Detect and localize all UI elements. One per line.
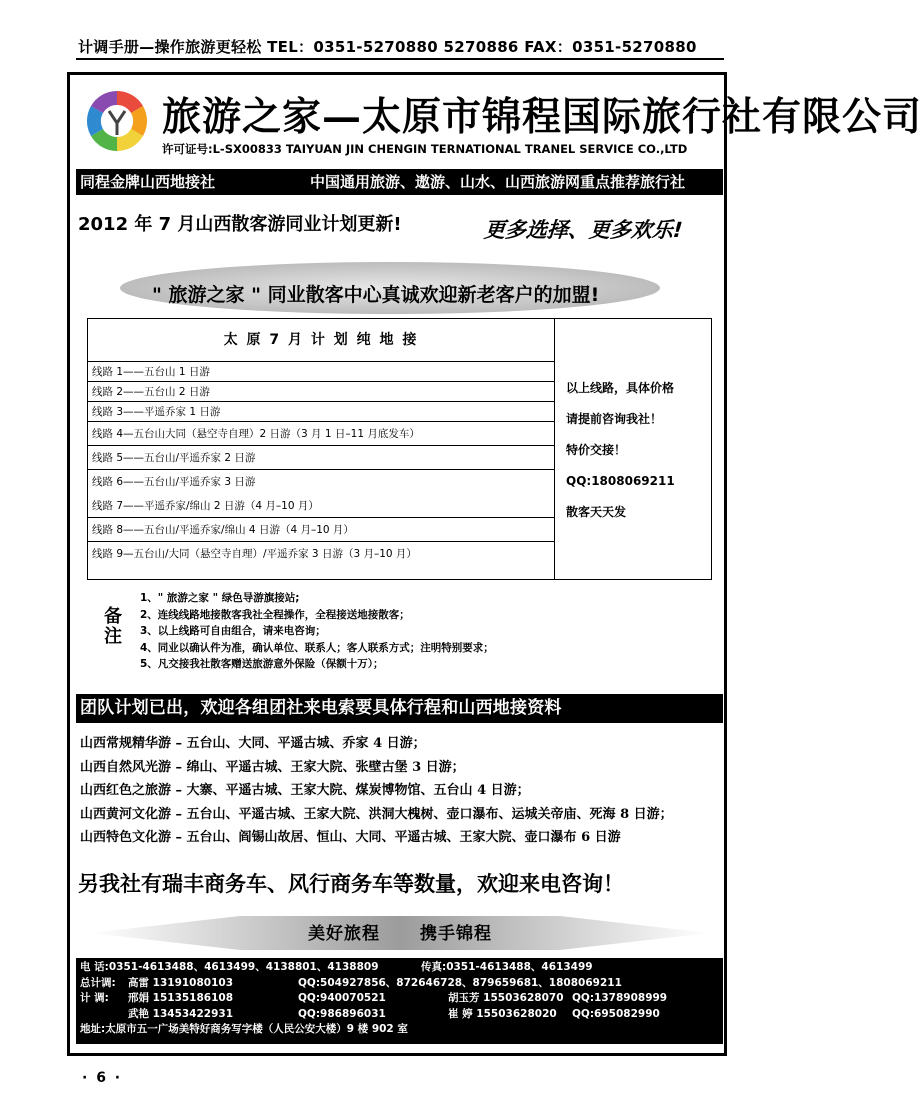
company-logo-icon xyxy=(82,86,152,156)
notes-label: 备注 xyxy=(104,606,122,647)
route-info-line: 特价交接！ xyxy=(566,443,627,457)
plan-slogan: 更多选择、更多欢乐! xyxy=(483,218,684,242)
contact-phone: 电 话:0351-4613488、4613499、4138801、4138809 xyxy=(80,961,379,973)
route-info-line: 请提前咨询我社！ xyxy=(566,412,663,426)
contact-op4: 崔 婷 15503628020 xyxy=(448,1007,557,1020)
header-line: 计调手册—操作旅游更轻松 TEL：0351-5270880 5270886 FAX：0351-5270880 xyxy=(78,38,697,56)
route-item: 线路 7——平遥乔家/绵山 2 日游（4 月–10 月） xyxy=(88,494,554,518)
contact-block xyxy=(76,958,723,1044)
route-list xyxy=(88,319,555,579)
route-info-line: QQ:1808069211 xyxy=(566,474,675,488)
bottom-banner-right: 携手锦程 xyxy=(420,924,492,944)
bottom-banner-left: 美好旅程 xyxy=(308,924,380,944)
plan-title: 2012 年 7 月山西散客游同业计划更新! xyxy=(78,214,402,235)
group-plan-banner: 团队计划已出，欢迎各组团社来电索要具体行程和山西地接资料 xyxy=(76,694,723,723)
car-rental-line: 另我社有瑞丰商务车、风行商务车等数量，欢迎来电咨询！ xyxy=(78,872,624,896)
note-item: 5、凡交接我社散客赠送旅游意外保险（保额十万）； xyxy=(140,658,384,670)
tour-item: 山西常规精华游 – 五台山、大同、平遥古城、乔家 4 日游； xyxy=(80,736,426,751)
route-table-title: 太 原 7 月 计 划 纯 地 接 xyxy=(88,319,554,362)
tour-item: 山西黄河文化游 – 五台山、平遥古城、王家大院、洪洞大槐树、壶口瀑布、运城关帝庙、死海 8 日游； xyxy=(80,806,673,822)
note-item: 2、连线线路地接散客我社全程操作，全程接送地接散客； xyxy=(140,608,410,621)
route-item: 线路 4—五台山大同（悬空寺自理）2 日游（3 月 1 日–11 月底发车） xyxy=(88,422,554,446)
tour-list xyxy=(80,732,673,850)
page-number: · 6 · xyxy=(82,1070,123,1086)
contact-op2: 胡玉芳 15503628070 xyxy=(448,992,564,1004)
license-number: 许可证号:L-SX00833 TAIYUAN JIN CHENGIN TERNATIONAL TRANEL SERVICE CO.,LTD xyxy=(162,142,688,156)
contact-op1-qq: QQ:940070521 xyxy=(298,992,386,1004)
contact-op2-qq: QQ:1378908999 xyxy=(572,992,668,1004)
route-table xyxy=(87,318,712,580)
header-rule xyxy=(76,58,724,60)
route-item: 线路 1——五台山 1 日游 xyxy=(88,362,554,382)
tour-item: 山西红色之旅游 – 大寨、平遥古城、王家大院、煤炭博物馆、五台山 4 日游； xyxy=(80,783,530,798)
route-info xyxy=(566,373,675,528)
contact-op3-qq: QQ:986896031 xyxy=(298,1007,386,1020)
contact-op3: 武艳 13453422931 xyxy=(128,1007,234,1020)
route-info-line: 散客天天发 xyxy=(566,505,627,519)
contact-op4-qq: QQ:695082990 xyxy=(572,1007,660,1020)
tour-item: 山西特色文化游 – 五台山、阎锡山故居、恒山、大同、平遥古城、王家大院、壶口瀑布 6 日游 xyxy=(80,830,621,845)
company-name: 旅游之家—太原市锦程国际旅行社有限公司 xyxy=(162,94,922,140)
contact-op-label: 计 调: xyxy=(80,992,109,1004)
contact-fax: 传真:0351-4613488、4613499 xyxy=(421,961,593,973)
contact-chief-label: 总计调: xyxy=(80,976,116,989)
route-item: 线路 9—五台山/大同（悬空寺自理）/平遥乔家 3 日游（3 月–10 月） xyxy=(92,548,417,560)
route-info-line: 以上线路，具体价格 xyxy=(566,381,675,395)
partner-banner-left: 同程金牌山西地接社 xyxy=(80,173,216,191)
route-item: 线路 2——五台山 2 日游 xyxy=(88,382,554,402)
contact-chief-qq: QQ:504927856、872646728、879659681、1808069211 xyxy=(298,976,622,989)
partner-banner-right: 中国通用旅游、遨游、山水、山西旅游网重点推荐旅行社 xyxy=(310,173,686,191)
contact-address: 地址:太原市五一广场美特好商务写字楼（人民公安大楼）9 楼 902 室 xyxy=(80,1023,408,1035)
route-item: 线路 3——平遥乔家 1 日游 xyxy=(88,402,554,422)
welcome-text: " 旅游之家 " 同业散客中心真诚欢迎新老客户的加盟! xyxy=(152,284,600,306)
notes-list xyxy=(140,590,494,673)
route-item: 线路 5——五台山/平遥乔家 2 日游 xyxy=(88,446,554,470)
note-item: 3、以上线路可自由组合，请来电咨询； xyxy=(140,625,326,637)
partner-banner xyxy=(76,169,723,195)
tour-item: 山西自然风光游 – 绵山、平遥古城、王家大院、张壁古堡 3 日游； xyxy=(80,759,465,775)
contact-op1: 邢娟 15135186108 xyxy=(128,992,234,1004)
route-item: 线路 6——五台山/平遥乔家 3 日游 xyxy=(92,476,256,488)
route-item: 线路 8——五台山/平遥乔家/绵山 4 日游（4 月–10 月） xyxy=(88,518,554,542)
note-item: 4、同业以确认件为准，确认单位、联系人；客人联系方式；注明特别要求； xyxy=(140,641,494,654)
contact-chief: 高雷 13191080103 xyxy=(128,976,234,989)
note-item: 1、" 旅游之家 " 绿色导游旗接站; xyxy=(140,592,300,604)
bottom-banner-text xyxy=(0,919,800,944)
